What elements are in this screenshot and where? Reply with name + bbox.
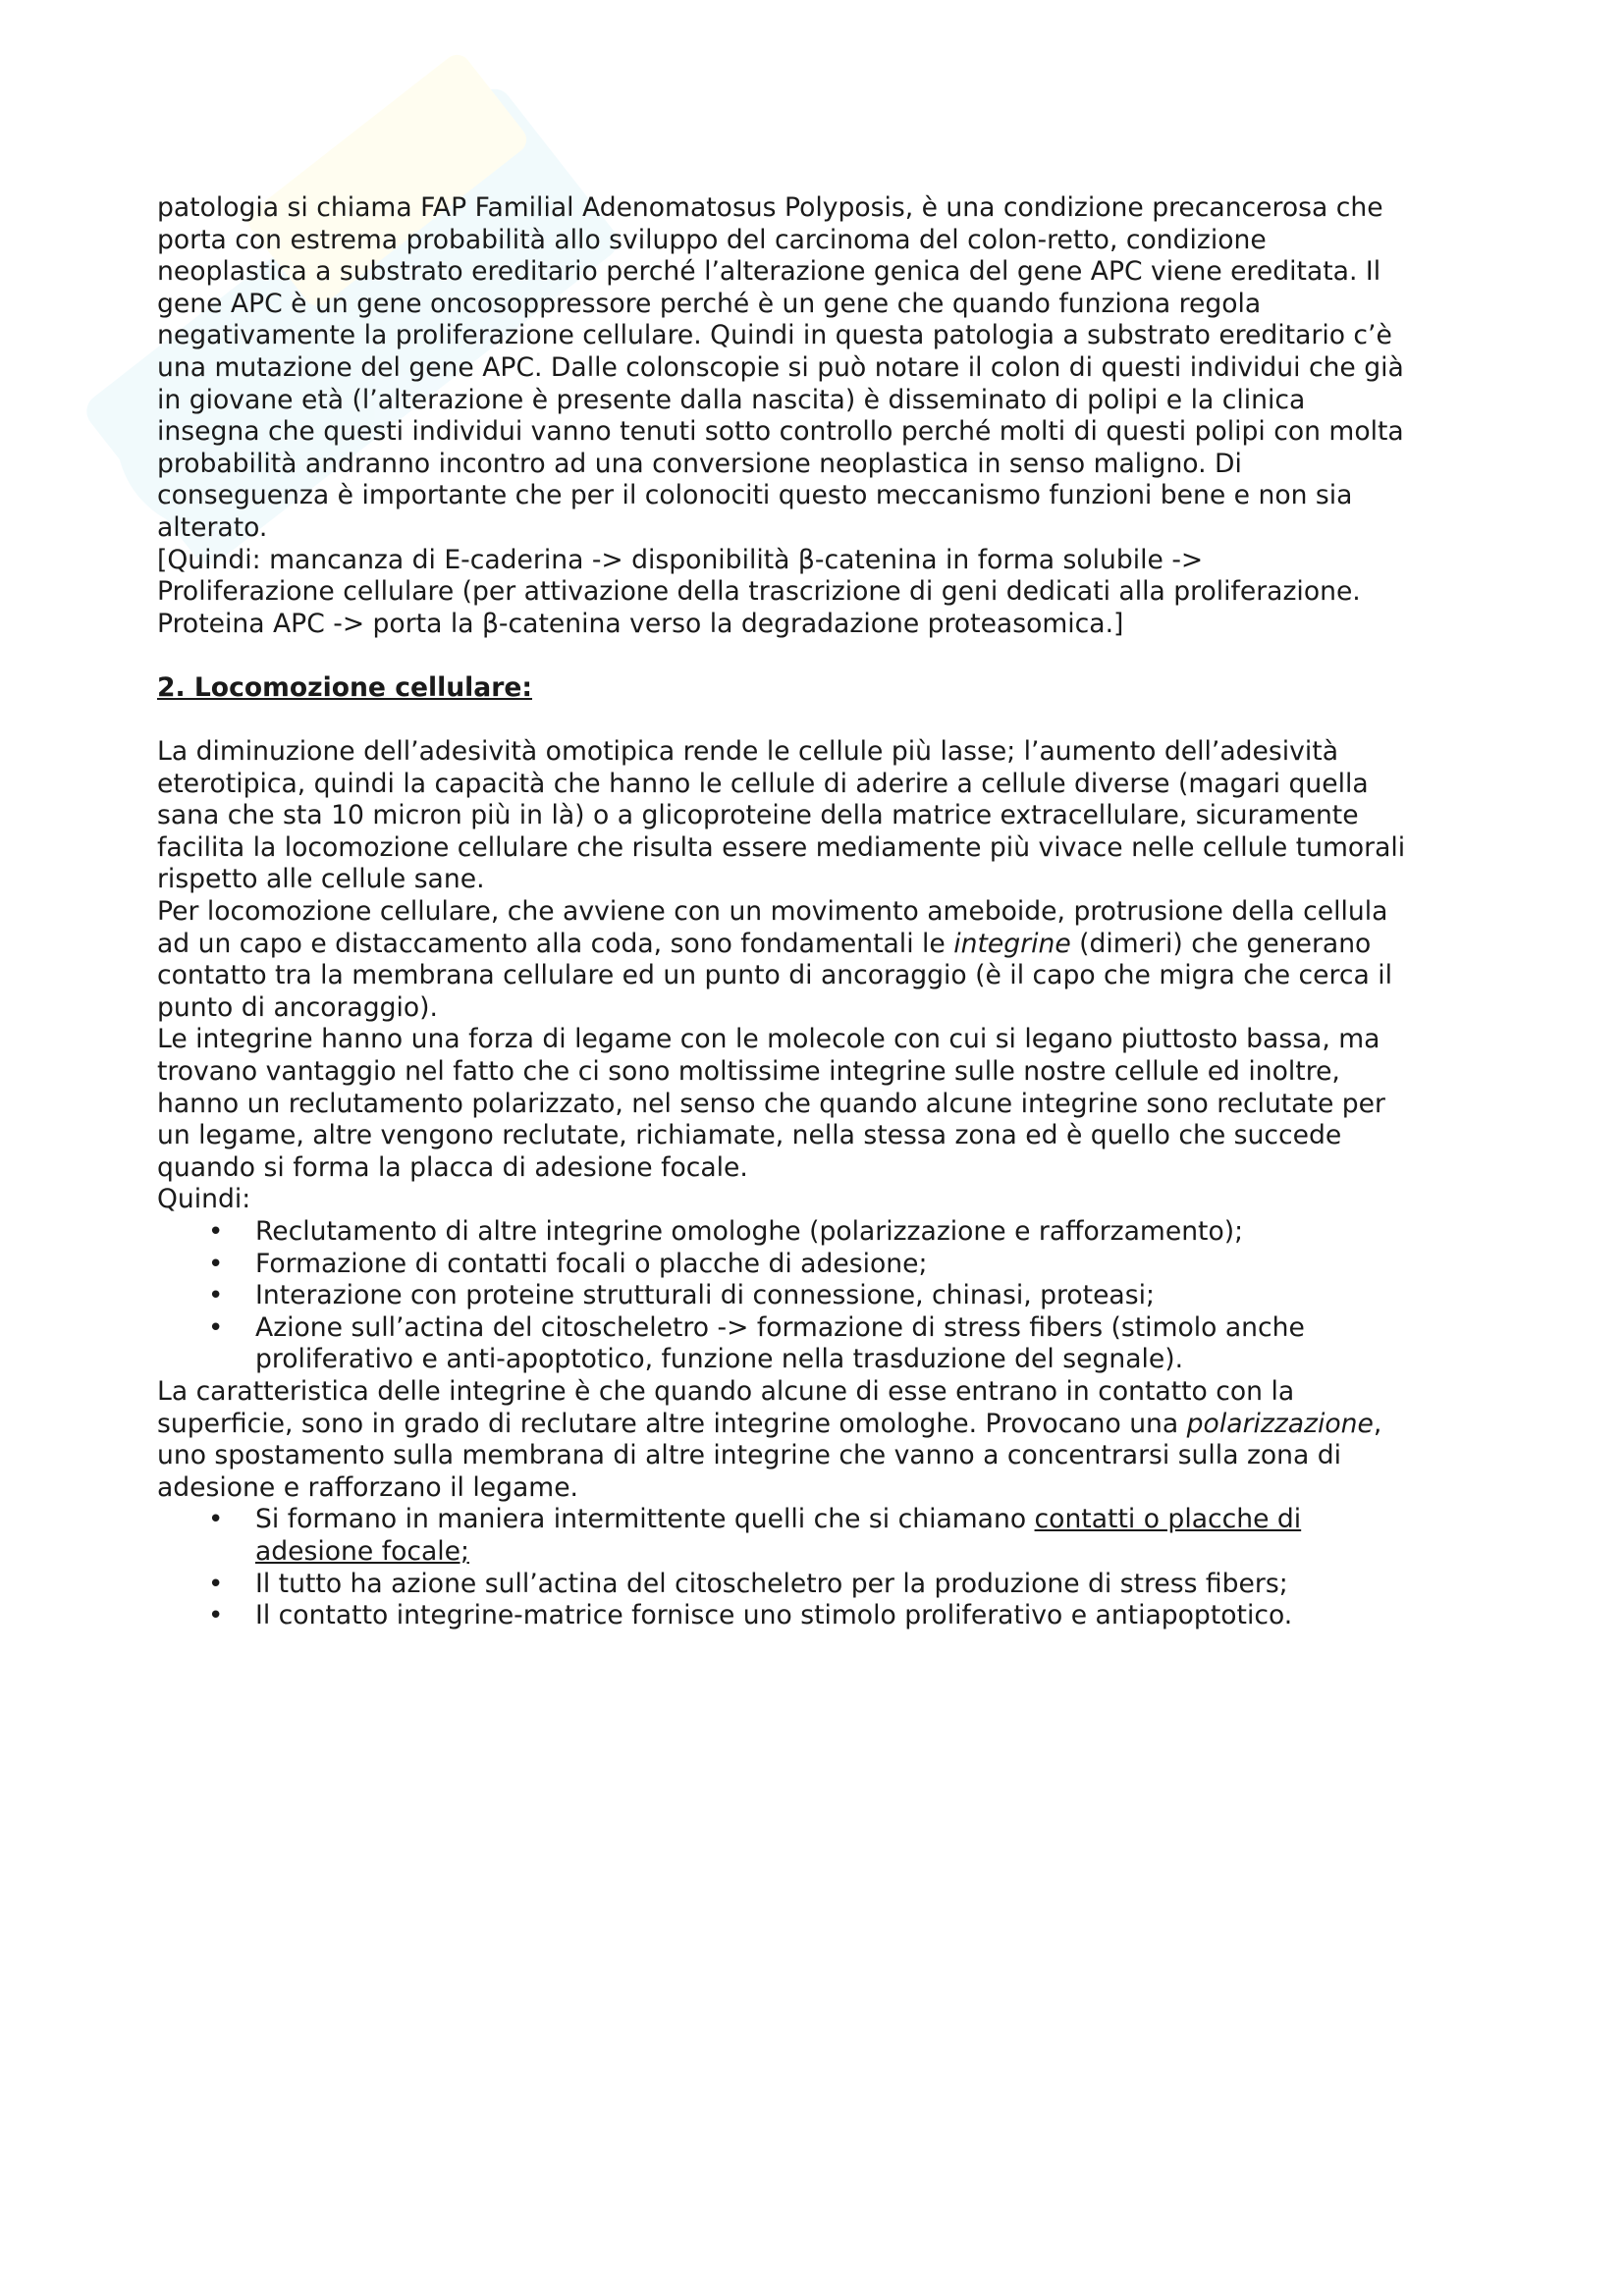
text-line: un legame, altre vengono reclutate, richiamate, nella stessa zona ed è quello che succede bbox=[157, 1120, 1342, 1151]
list-item-text bbox=[255, 1504, 1478, 1536]
quindi-label: Quindi: bbox=[157, 1184, 251, 1215]
list-item bbox=[157, 1504, 1478, 1568]
text-line: eterotipica, quindi la capacità che hanno le cellule di aderire a cellule diverse (magari quella bbox=[157, 768, 1369, 799]
text-line: in giovane età (l’alterazione è presente dalla nascita) è disseminato di polipi e la clinica bbox=[157, 384, 1306, 415]
text-line: conseguenza è importante che per il colonociti questo meccanismo funzioni bene e non sia bbox=[157, 480, 1353, 511]
list-item bbox=[157, 1569, 1478, 1601]
list-item-text: proliferativo e anti-apoptotico, funzione nella trasduzione del segnale). bbox=[255, 1344, 1184, 1375]
list-item-text: Reclutamento di altre integrine omologhe (polarizzazione e rafforzamento); bbox=[255, 1216, 1244, 1247]
text-line: Per locomozione cellulare, che avviene con un movimento ameboide, protrusione della cellula bbox=[157, 896, 1388, 928]
text-line: rispetto alle cellule sane. bbox=[157, 864, 485, 895]
list-item bbox=[157, 1600, 1478, 1632]
list-item bbox=[157, 1312, 1478, 1376]
text-line: contatto tra la membrana cellulare ed un punto di ancoraggio (è il capo che migra che cerca il bbox=[157, 960, 1392, 991]
italic-term: integrine bbox=[953, 928, 1071, 959]
text-line: Le integrine hanno una forza di legame con le molecole con cui si legano piuttosto bassa, ma bbox=[157, 1024, 1380, 1055]
text-span: superficie, sono in grado di reclutare altre integrine omologhe. Provocano una bbox=[157, 1408, 1187, 1439]
text-line: La caratteristica delle integrine è che quando alcune di esse entrano in contatto con la bbox=[157, 1375, 1295, 1407]
list-item bbox=[157, 1280, 1478, 1312]
bullet-list-effects bbox=[157, 1216, 1478, 1376]
text-line: sana che sta 10 micron più in là) o a glicoproteine della matrice extracellulare, sicuramente bbox=[157, 800, 1359, 831]
text-line: La diminuzione dell’adesività omotipica rende le cellule più lasse; l’aumento dell’adesività bbox=[157, 736, 1338, 768]
text-line: una mutazione del gene APC. Dalle colonscopie si può notare il colon di questi individui che già bbox=[157, 351, 1404, 383]
text-line: adesione e rafforzano il legame. bbox=[157, 1471, 579, 1503]
spacer bbox=[157, 640, 1478, 672]
underlined-term: adesione focale; bbox=[255, 1535, 469, 1567]
text-span: ad un capo e distaccamento alla coda, sono fondamentali le bbox=[157, 928, 954, 959]
list-item-text: Formazione di contatti focali o placche di adesione; bbox=[255, 1248, 928, 1279]
text-line: negativamente la proliferazione cellulare. Quindi in questa patologia a substrato ereditario c’è bbox=[157, 320, 1392, 351]
text-line bbox=[157, 929, 1478, 961]
document-page bbox=[157, 192, 1478, 1632]
list-item bbox=[157, 1249, 1478, 1281]
paragraph-polarization bbox=[157, 1376, 1478, 1504]
text-line: quando si forma la placca di adesione focale. bbox=[157, 1151, 748, 1183]
text-span: Si formano in maniera intermittente quelli che si chiamano bbox=[255, 1504, 1035, 1535]
text-span: , bbox=[1373, 1408, 1382, 1439]
underlined-term: contatti o placche di bbox=[1034, 1504, 1302, 1535]
text-line: Proliferazione cellulare (per attivazione della trascrizione di geni dedicati alla proliferazione. bbox=[157, 576, 1361, 608]
text-span: (dimeri) che generano bbox=[1070, 928, 1372, 959]
text-line: neoplastica a substrato ereditario perché l’alterazione genica del gene APC viene ereditata. Il bbox=[157, 256, 1381, 288]
bullet-list-focal-adhesion bbox=[157, 1504, 1478, 1631]
text-line: patologia si chiama FAP Familial Adenomatosus Polyposis, è una condizione precancerosa che bbox=[157, 192, 1383, 223]
text-line bbox=[157, 1409, 1478, 1441]
list-item bbox=[157, 1216, 1478, 1249]
text-line: facilita la locomozione cellulare che risulta essere mediamente più vivace nelle cellule tumorali bbox=[157, 831, 1406, 863]
summary-note bbox=[157, 545, 1478, 641]
spacer bbox=[157, 705, 1478, 737]
text-line: probabilità andranno incontro ad una conversione neoplastica in senso maligno. Di bbox=[157, 448, 1242, 479]
text-line: punto di ancoraggio). bbox=[157, 991, 438, 1023]
list-item-text bbox=[255, 1536, 1478, 1569]
list-item-text: • Azione sull’actina del citoscheletro -> formazione di stress fibers (stimolo anche bbox=[255, 1311, 1305, 1343]
text-line: uno spostamento sulla membrana di altre integrine che vanno a concentrarsi sulla zona di bbox=[157, 1440, 1342, 1471]
text-line: alterato. bbox=[157, 511, 268, 543]
text-line: trovano vantaggio nel fatto che ci sono moltissime integrine sulle nostre cellule ed inoltre, bbox=[157, 1056, 1340, 1088]
paragraph-integrins bbox=[157, 1024, 1478, 1184]
list-item-text: Interazione con proteine strutturali di connessione, chinasi, proteasi; bbox=[255, 1280, 1155, 1311]
text-line: hanno un reclutamento polarizzato, nel senso che quando alcune integrine sono reclutate per bbox=[157, 1088, 1385, 1119]
text-line: insegna che questi individui vanno tenuti sotto controllo perché molti di questi polipi con molta bbox=[157, 416, 1404, 448]
list-item-text: Il contatto integrine-matrice fornisce uno stimolo proliferativo e antiapoptotico. bbox=[255, 1600, 1293, 1631]
paragraph-fap bbox=[157, 192, 1478, 545]
text-line: porta con estrema probabilità allo sviluppo del carcinoma del colon-retto, condizione bbox=[157, 224, 1267, 255]
text-line: [Quindi: mancanza di E-caderina -> disponibilità β-catenina in forma solubile -> bbox=[157, 544, 1204, 575]
paragraph-locomotion bbox=[157, 896, 1478, 1024]
text-line: gene APC è un gene oncosoppressore perché è un gene che quando funziona regola bbox=[157, 288, 1262, 319]
list-item-text: Il tutto ha azione sull’actina del citoscheletro per la produzione di stress fibers; bbox=[255, 1568, 1288, 1599]
text-line: Proteina APC -> porta la β-catenina verso la degradazione proteasomica.] bbox=[157, 608, 1124, 639]
paragraph-adhesivity bbox=[157, 736, 1478, 896]
italic-term: polarizzazione bbox=[1186, 1408, 1374, 1439]
section-heading: 2. Locomozione cellulare: bbox=[157, 671, 532, 703]
